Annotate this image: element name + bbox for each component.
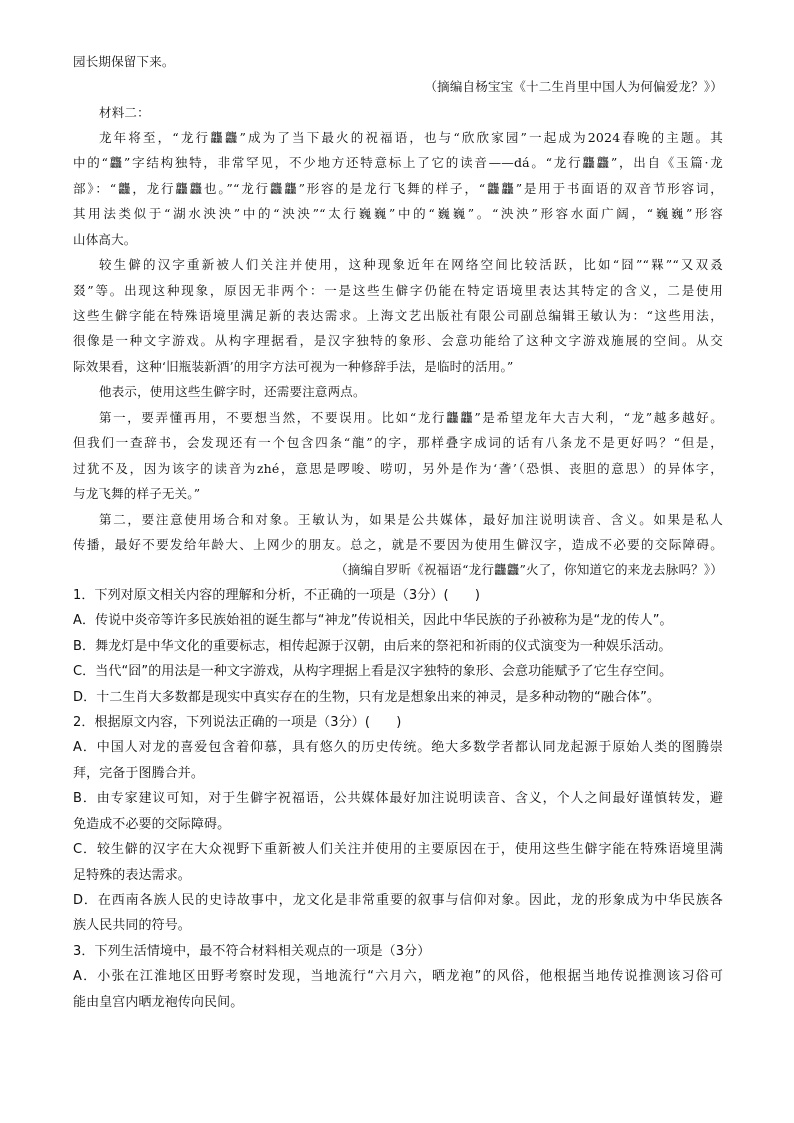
- text-line: 第一，要弄懂再用，不要想当然，不要误用。比如“龙行龘龘”是希望龙年大吉大利，“龙”越多越好。: [99, 410, 723, 425]
- text-line: （摘编自罗昕《祝福语“龙行龘龘”火了，你知道它的来龙去脉吗？》）: [335, 562, 723, 577]
- text-line: 材料二：: [99, 105, 150, 120]
- text-line: C．较生僻的汉字在大众视野下重新被人们关注并使用的主要原因在于，使用这些生僻字能在特殊语境里满: [73, 842, 723, 857]
- text-line: 1．下列对原文相关内容的理解和分析，不正确的一项是（3分）( ): [73, 588, 480, 603]
- text-line: 能由皇宫内晒龙袍传向民间。: [73, 995, 244, 1010]
- text-line: 际效果看，这种‘旧瓶装新酒’的用字方法可视为一种修辞手法，是临时的活用。”: [73, 359, 514, 374]
- text-line: 2．根据原文内容，下列说法正确的一项是（3分）( ): [73, 715, 402, 730]
- text-line: 族人民共同的符号。: [73, 918, 191, 933]
- text-line: B．舞龙灯是中华文化的重要标志，相传起源于汉朝，由后来的祭祀和祈雨的仪式演变为一种娱乐活动。: [73, 639, 672, 654]
- text-line: 部》：“龘，龙行龘龘也。”“龙行龘龘”形容的是龙行飞舞的样子，“龘龘”是用于书面语的双音节形容词，: [73, 181, 723, 196]
- text-line: 其用法类似于“湖水泱泱”中的“泱泱”“太行巍巍”中的“巍巍”。“泱泱”形容水面广阔，“巍巍”形容: [73, 206, 723, 221]
- text-line: 与龙飞舞的样子无关。”: [73, 486, 201, 501]
- text-line: C．当代“囧”的用法是一种文字游戏，从构字理据上看是汉字独特的象形、会意功能赋予了它生存空间。: [73, 664, 673, 679]
- text-line: 叕”等。出现这种现象，原因无非两个：一是这些生僻字仍能在特定语境里表达其特定的含义，二是使用: [73, 283, 723, 298]
- text-line: 很像是一种文字游戏。从构字理据看，是汉字独特的象形、会意功能给了这种文字游戏施展的空间。从交: [73, 333, 723, 348]
- text-line: 山体高大。: [73, 232, 137, 247]
- text-line: 龙年将至，“龙行龘龘”成为了当下最火的祝福语，也与“欣欣家园”一起成为2024春晚的主题。其: [99, 130, 723, 145]
- text-line: 园长期保留下来。: [73, 54, 175, 69]
- text-line: 3．下列生活情境中，最不符合材料相关观点的一项是（3分）: [73, 944, 431, 959]
- text-line: A．中国人对龙的喜爱包含着仰慕，具有悠久的历史传统。绝大多数学者都认同龙起源于原始人类的图腾崇: [73, 740, 723, 755]
- text-line: 第二，要注意使用场合和对象。王敏认为，如果是公共媒体，最好加注说明读音、含义。如果是私人: [99, 512, 723, 527]
- text-line: 足特殊的表达需求。: [73, 868, 191, 883]
- text-line: B．由专家建议可知，对于生僻字祝福语，公共媒体最好加注说明读音、含义，个人之间最好谨慎转发，避: [73, 791, 723, 806]
- text-line: 但我们一查辞书，会发现还有一个包含四条“龍”的字，那样叠字成词的话有八条龙不是更好吗？“但是，: [73, 435, 723, 450]
- text-line: D．十二生肖大多数都是现实中真实存在的生物，只有龙是想象出来的神灵，是多种动物的“融合体”。: [73, 690, 661, 705]
- text-line: 他表示，使用这些生僻字时，还需要注意两点。: [99, 384, 366, 399]
- text-line: 传播，最好不要发给年龄大、上网少的朋友。总之，就是不要因为使用生僻汉字，造成不必要的交际障碍。: [73, 537, 723, 552]
- text-line: 中的“龘”字结构独特，非常罕见，不少地方还特意标上了它的读音——dá。“龙行龘龘”，出自《玉篇·龙: [73, 155, 723, 170]
- text-line: A．小张在江淮地区田野考察时发现，当地流行“六月六，晒龙袍”的风俗，他根据当地传说推测该习俗可: [73, 969, 723, 984]
- text-line: 免造成不必要的交际障碍。: [73, 817, 231, 832]
- text-line: 过犹不及，因为该字的读音为zhé，意思是啰唆、唠叨，另外是作为‘詟’（恐惧、丧胆的意思）的异体字，: [73, 461, 723, 476]
- text-line: 这些生僻字能在特殊语境里满足新的表达需求。上海文艺出版社有限公司副总编辑王敏认为：“这些用法，: [73, 308, 723, 323]
- text-line: D．在西南各族人民的史诗故事中，龙文化是非常重要的叙事与信仰对象。因此，龙的形象成为中华民族各: [73, 893, 723, 908]
- text-line: A．传说中炎帝等许多民族始祖的诞生都与“神龙”传说相关，因此中华民族的子孙被称为是“龙的传人”。: [73, 613, 673, 628]
- text-line: 拜，完备于图腾合并。: [73, 766, 205, 781]
- text-line: 较生僻的汉字重新被人们关注并使用，这种现象近年在网络空间比较活跃，比如“囧”“槑”“又双叒: [99, 257, 723, 272]
- text-line: （摘编自杨宝宝《十二生肖里中国人为何偏爱龙？》）: [424, 79, 723, 94]
